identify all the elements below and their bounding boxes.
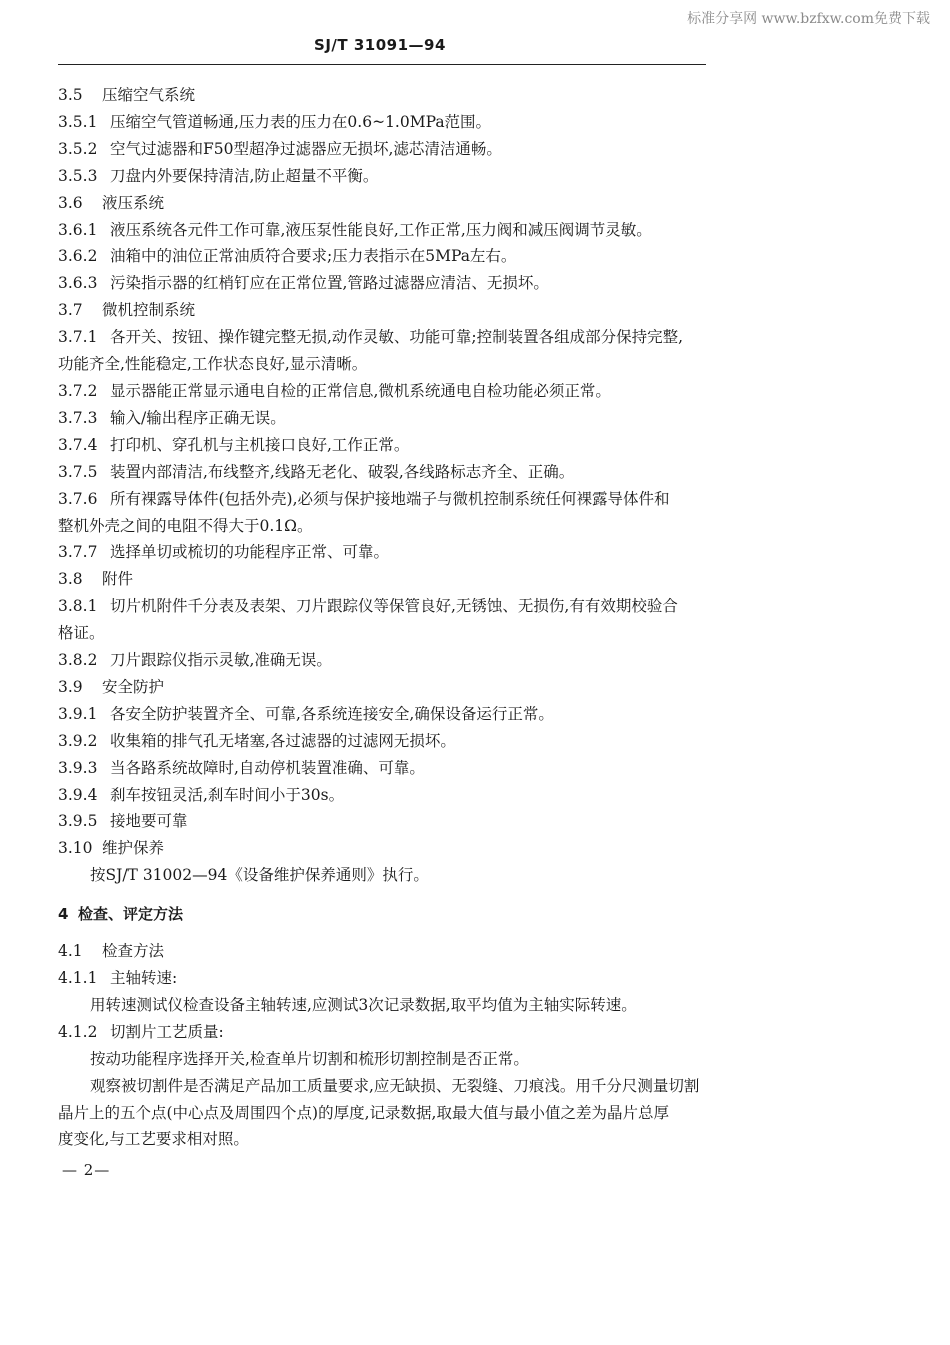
clause-4-1-2 (58, 1019, 710, 1046)
clause-text: 功能齐全,性能稳定,工作状态良好,显示清晰。 (58, 355, 368, 374)
clause-text: 刀片跟踪仪指示灵敏,准确无误。 (110, 651, 332, 670)
clause-line (58, 808, 710, 835)
clause-number: 3.7.4 (58, 435, 98, 454)
clause-line (58, 782, 710, 809)
clause-line (58, 378, 710, 405)
clause-text: 格证。 (58, 624, 105, 643)
clause-number: 3.8.2 (58, 651, 98, 670)
clause-number: 3.7.5 (58, 462, 98, 481)
clause-line (58, 647, 710, 674)
clause-line (58, 243, 710, 270)
clause-line (58, 755, 710, 782)
clause-4-1-2-body-3: 晶片上的五个点(中心点及周围四个点)的厚度,记录数据,取最大值与最小值之差为晶片总厚 (58, 1103, 669, 1122)
clause-line (58, 593, 710, 620)
clause-text: 装置内部清洁,布线整齐,线路无老化、破裂,各线路标志齐全、正确。 (110, 462, 575, 481)
clause-text: 维护保养 (102, 839, 165, 858)
clause-number: 3.9 (58, 677, 83, 696)
clause-text: 切片机附件千分表及表架、刀片跟踪仪等保管良好,无锈蚀、无损伤,有有效期校验合 (110, 597, 678, 616)
clause-line (58, 324, 710, 351)
clause-text: 液压系统各元件工作可靠,液压泵性能良好,工作正常,压力阀和减压阀调节灵敏。 (110, 220, 652, 239)
clause-number: 3.9.4 (58, 785, 98, 804)
clause-number: 3.7 (58, 301, 83, 320)
watermark: 标准分享网 www.bzfxw.com免费下载 (687, 11, 930, 27)
clause-text: 压缩空气系统 (102, 86, 196, 104)
clause-4-1-2-body-2: 观察被切割件是否满足产品加工质量要求,应无缺损、无裂缝、刀痕浅。用千分尺测量切割 (90, 1076, 700, 1095)
clause-number: 3.6.3 (58, 274, 98, 293)
clause-line (58, 674, 710, 701)
section-title: 检查、评定方法 (78, 905, 184, 924)
clause-number: 3.9.5 (58, 812, 98, 831)
clause-text: 选择单切或梳切的功能程序正常、可靠。 (110, 543, 390, 562)
clause-line (58, 513, 710, 540)
clause-text: 所有裸露导体件(包括外壳),必须与保护接地端子与微机控制系统任何裸露导体件和 (110, 489, 670, 508)
section-4-heading (58, 901, 710, 928)
clause-line (58, 270, 710, 297)
clause-number: 3.5.3 (58, 166, 98, 185)
clause-4-1-2-body-4: 度变化,与工艺要求相对照。 (58, 1130, 249, 1149)
clause-text: 刀盘内外要保持清洁,防止超量不平衡。 (110, 166, 379, 185)
clause-number: 3.9.2 (58, 731, 98, 750)
clause-text: 收集箱的排气孔无堵塞,各过滤器的过滤网无损坏。 (110, 731, 456, 750)
clause-line (58, 459, 710, 486)
clause-text: 安全防护 (102, 677, 165, 696)
clause-list (58, 82, 710, 862)
clause-number: 4.1.1 (58, 969, 98, 987)
clause-text: 液压系统 (102, 193, 165, 212)
clause-line (58, 432, 710, 459)
clause-line (58, 297, 710, 324)
clause-number: 3.7.2 (58, 381, 98, 400)
clause-text: 接地要可靠 (110, 812, 188, 831)
clause-number: 3.5 (58, 86, 83, 104)
clause-text: 切割片工艺质量: (110, 1022, 224, 1041)
header-rule (58, 64, 706, 65)
clause-number: 3.6.1 (58, 220, 98, 239)
clause-number: 4.1 (58, 942, 83, 961)
clause-line (58, 136, 710, 163)
clause-line (58, 539, 710, 566)
clause-number: 3.5.1 (58, 112, 98, 131)
clause-text: 压缩空气管道畅通,压力表的压力在0.6~1.0MPa范围。 (110, 112, 492, 131)
clause-text: 空气过滤器和F50型超净过滤器应无损坏,滤芯清洁通畅。 (110, 139, 502, 158)
clause-number: 3.10 (58, 839, 93, 858)
clause-line (58, 486, 710, 513)
clause-number: 4.1.2 (58, 1022, 98, 1041)
clause-line (58, 190, 710, 217)
clause-text: 油箱中的油位正常油质符合要求;压力表指示在5MPa左右。 (110, 247, 517, 266)
clause-text: 输入/输出程序正确无误。 (110, 408, 286, 427)
document-body (58, 82, 710, 1153)
clause-text: 附件 (102, 570, 134, 589)
clause-line (58, 163, 710, 190)
clause-4-1-2-body-1: 按动功能程序选择开关,检查单片切割和梳形切割控制是否正常。 (90, 1049, 529, 1068)
clause-line (58, 835, 710, 862)
clause-number: 3.7.7 (58, 543, 98, 562)
clause-text: 打印机、穿孔机与主机接口良好,工作正常。 (110, 435, 410, 454)
clause-text: 刹车按钮灵活,刹车时间小于30s。 (110, 785, 345, 804)
clause-4-1-1 (58, 965, 710, 992)
clause-text: 检查方法 (102, 942, 165, 961)
clause-text: 整机外壳之间的电阻不得大于0.1Ω。 (58, 516, 313, 535)
clause-number: 3.6 (58, 193, 83, 212)
clause-number: 3.7.6 (58, 489, 98, 508)
clause-text: 主轴转速: (110, 969, 178, 987)
clause-number: 3.9.1 (58, 704, 98, 723)
clause-number: 3.8 (58, 570, 83, 589)
clause-text: 各开关、按钮、操作键完整无损,动作灵敏、功能可靠;控制装置各组成部分保持完整, (110, 328, 684, 347)
clause-line (58, 728, 710, 755)
clause-line (58, 109, 710, 136)
clause-line (58, 701, 710, 728)
clause-text: 各安全防护装置齐全、可靠,各系统连接安全,确保设备运行正常。 (110, 704, 554, 723)
clause-text: 微机控制系统 (102, 301, 196, 320)
clause-4-1-1-body: 用转速测试仪检查设备主轴转速,应测试3次记录数据,取平均值为主轴实际转速。 (90, 995, 637, 1014)
clause-text: 显示器能正常显示通电自检的正常信息,微机系统通电自检功能必须正常。 (110, 381, 611, 400)
clause-number: 3.7.3 (58, 408, 98, 427)
clause-line (58, 217, 710, 244)
clause-number: 3.7.1 (58, 328, 98, 347)
clause-line (58, 405, 710, 432)
clause-line (58, 566, 710, 593)
clause-line (58, 82, 710, 109)
section-number: 4 (58, 905, 69, 924)
clause-line (58, 620, 710, 647)
clause-text: 当各路系统故障时,自动停机装置准确、可靠。 (110, 758, 425, 777)
page-number: — 2— (62, 1161, 111, 1179)
clause-number: 3.6.2 (58, 247, 98, 266)
page-header: SJ/T 31091—94 (314, 36, 446, 54)
clause-4-1 (58, 938, 710, 965)
clause-number: 3.8.1 (58, 597, 98, 616)
clause-3-10-body: 按SJ/T 31002—94《设备维护保养通则》执行。 (90, 866, 429, 885)
clause-line (58, 351, 710, 378)
clause-text: 污染指示器的红梢钉应在正常位置,管路过滤器应清洁、无损坏。 (110, 274, 549, 293)
clause-number: 3.5.2 (58, 139, 98, 158)
clause-number: 3.9.3 (58, 758, 98, 777)
